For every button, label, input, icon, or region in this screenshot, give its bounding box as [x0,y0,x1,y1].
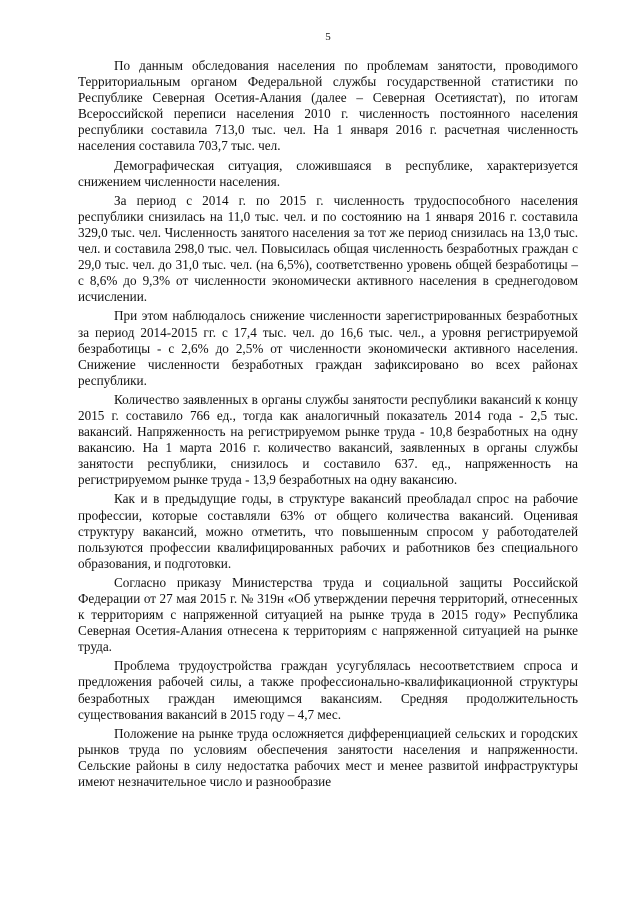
paragraph-vacancies: Количество заявленных в органы службы занятости республики вакансий к концу 2015 г. составило 766 ед., тогда как аналогичный показатель 2014 года - 2,5 тыс. вакансий. Напряженность на регистрируемом рынке труда - 10,8 безработных на одну вакансию. На 1 марта 2016 г. количество вакансий, заявленных в органы службы занятости республики, снизилось и составило 637. ед., напряженность на регистрируемом рынке труда - 13,9 безработных на одну вакансию. [78,391,578,488]
paragraph-rural-urban-markets: Положение на рынке труда осложняется дифференциацией сельских и городских рынков труда по условиям обеспечения занятости населения и напряженности. Сельские районы в силу недостатка рабочих мест и менее развитой инфраструктуры имеют незначительное число и разнообразие [78,725,578,790]
paragraph-employment-problem: Проблема трудоустройства граждан усугублялась несоответствием спроса и предложения рабочей силы, а также профессионально-квалификационной структуры безработных граждан имеющимся вакансиям. Средняя продолжительность существования вакансий в 2015 году – 4,7 мес. [78,658,578,722]
paragraph-demographic-situation: Демографическая ситуация, сложившаяся в республике, характеризуется снижением численности населения. [78,157,578,189]
paragraph-ministry-order: Согласно приказу Министерства труда и социальной защиты Российской Федерации от 27 мая 2015 г. № 319н «Об утверждении перечня территорий, отнесенных к территориям с напряженной ситуацией на рынке труда в 2015 году» Республика Северная Осетия-Алания отнесена к территориям с напряженной ситуацией на рынке труда. [78,574,578,655]
page-number: 5 [325,31,331,43]
paragraph-population-survey: По данным обследования населения по проблемам занятости, проводимого Территориальным органом Федеральной службы государственной статистики по Республике Северная Осетия-Алания (далее – Северная Осетиястат), по итогам Всероссийской переписи населения 2010 г. численность постоянного населения республики составила 713,0 тыс. чел. На 1 января 2016 г. расчетная численность населения составила 703,7 тыс. чел. [78,58,578,154]
paragraph-vacancy-structure: Как и в предыдущие годы, в структуре вакансий преобладал спрос на рабочие профессии, которые составляли 63% от общего количества вакансий. Оценивая структуру вакансий, можно отметить, что повышенным спросом у работодателей пользуются профессии квалифицированных рабочих и работников без специального образования, и подготовки. [78,491,578,571]
document-page [78,30,578,793]
paragraph-employment-change: За период с 2014 г. по 2015 г. численность трудоспособного населения республики снизилась на 11,0 тыс. чел. и по состоянию на 1 января 2016 г. составила 329,0 тыс. чел. Численность занятого населения за тот же период снизилась на 13,0 тыс. чел. и составила 298,0 тыс. чел. Повысилась общая численность безработных граждан с 29,0 тыс. чел. до 31,0 тыс. чел. (на 6,5%), соответственно уровень общей безработицы – с 8,6% до 9,3% от численности экономически активного населения в среднегодовом исчислении. [78,192,578,305]
paragraph-registered-unemployment: При этом наблюдалось снижение численности зарегистрированных безработных за период 2014-2015 гг. с 17,4 тыс. чел. до 16,6 тыс. чел., а уровня регистрируемой безработицы - с 2,6% до 2,5% от численности экономически активного населения. Снижение численности безработных граждан зафиксировано во всех районах республики. [78,308,578,388]
